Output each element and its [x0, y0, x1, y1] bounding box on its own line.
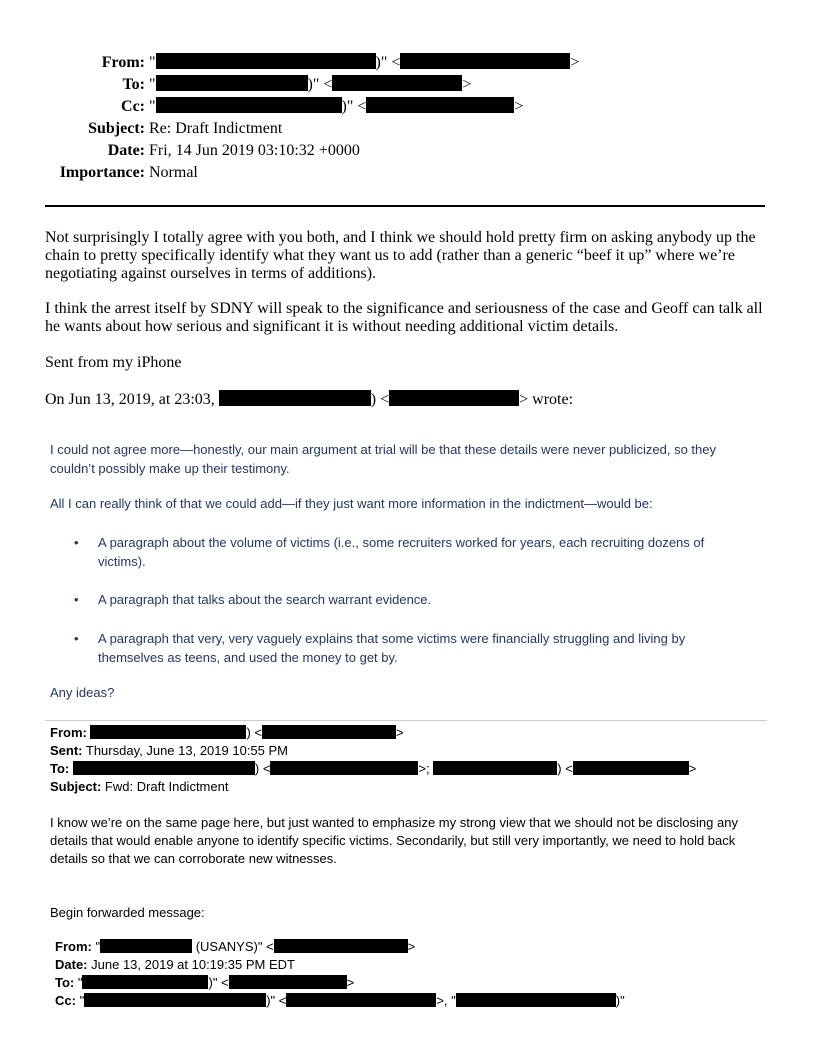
forward2-date-value: June 13, 2019 at 10:19:35 PM EDT: [91, 957, 295, 972]
forward1-subject-row: [50, 778, 696, 796]
bullet-icon: •: [74, 631, 79, 646]
header-to-row: [40, 74, 579, 96]
forward1-subject-label: Subject:: [50, 779, 102, 794]
bullet-text: A paragraph about the volume of victims (i.e., some recruiters worked for years, each recruiting dozens of victims).: [98, 535, 705, 569]
quoted-paragraph-2: All I can really think of that we could add—if they just want more information in the indictment—would be:: [50, 496, 653, 511]
subject-value: Re: Draft Indictment: [149, 120, 283, 137]
redaction: [433, 761, 557, 775]
cc-label: Cc:: [121, 98, 145, 115]
reply-signature: Sent from my iPhone: [45, 354, 182, 371]
quote-suffix: wrote:: [532, 391, 574, 408]
bullet-icon: •: [74, 592, 79, 607]
header-cc-row: [40, 96, 579, 118]
forward2-from-org: (USANYS): [195, 939, 258, 954]
forward2-from-row: From: " (USANYS)" < >: [55, 939, 416, 954]
to-label: To:: [122, 76, 145, 93]
forward2-cc-label: Cc:: [55, 993, 76, 1008]
header-subject-row: [40, 118, 579, 140]
begin-forwarded-label: Begin forwarded message:: [50, 905, 205, 920]
bullet-icon: •: [74, 535, 79, 550]
redaction: [270, 761, 418, 775]
bullet-text: A paragraph that very, very vaguely explains that some victims were financially struggling and living by themselves as teens, and used the money to get by.: [98, 631, 686, 665]
forward1-from-label: From:: [50, 725, 87, 740]
forward2-to-label: To:: [55, 975, 75, 990]
forward1-subject-value: Fwd: Draft Indictment: [104, 779, 229, 794]
redaction: [274, 939, 408, 953]
header-importance-row: [40, 162, 579, 184]
reply-paragraph-2: I think the arrest itself by SDNY will speak to the significance and seriousness of the case and Geoff can talk all he wants about how serious and significant it is without needing additional victim details.: [45, 300, 763, 335]
redaction: [286, 993, 436, 1007]
reply-paragraph-1: Not surprisingly I totally agree with you both, and I think we should hold pretty firm on asking anybody up the chain to pretty specifically identify what they want us to add (rather than a generic “beef it up” where we’re negotiating against ourselves in terms of additions).: [45, 229, 756, 282]
forward2-cc-row: Cc: " )" < >, " )": [55, 993, 625, 1008]
redaction: [100, 939, 192, 953]
redaction: [229, 975, 347, 989]
forward1-header: [50, 724, 696, 796]
to-value: " )" < >: [149, 76, 472, 93]
redaction: [573, 761, 689, 775]
forward2-to-row: To: " )" < >: [55, 975, 355, 990]
importance-value: Normal: [149, 164, 198, 181]
redaction: [456, 993, 616, 1007]
subject-label: Subject:: [88, 120, 145, 137]
forward1-to-row: To: ) < >; ) < >: [50, 761, 697, 776]
quote-attribution: On Jun 13, 2019, at 23:03, ) < > wrote:: [45, 391, 574, 408]
redaction: [90, 725, 246, 739]
redaction: [156, 97, 342, 113]
forward1-body: I know we’re on the same page here, but just wanted to emphasize my strong view that we should not be disclosing any details that would enable anyone to identify specific victims. Secondarily, but still very importantly, we need to hold back details so that we can corroborate new witnesses.: [50, 815, 738, 866]
quote-divider: [45, 720, 767, 721]
forward1-sent-value: Thursday, June 13, 2019 10:55 PM: [85, 743, 288, 758]
forward1-sent-label: Sent:: [50, 743, 83, 758]
cc-value: " )" < >: [149, 98, 524, 115]
email-header: [40, 52, 579, 184]
redaction: [156, 75, 308, 91]
date-value: Fri, 14 Jun 2019 03:10:32 +0000: [149, 142, 360, 159]
quoted-closing: Any ideas?: [50, 685, 115, 700]
forward1-sent-row: [50, 742, 696, 760]
forward2-date-row: [55, 956, 625, 974]
forward2-from-label: From:: [55, 939, 92, 954]
forward1-from-row: From: ) < >: [50, 725, 404, 740]
redaction: [389, 390, 519, 406]
forward2-header: [55, 938, 625, 1010]
header-divider: [45, 205, 765, 207]
redaction: [400, 53, 570, 69]
importance-label: Importance:: [59, 164, 145, 181]
bullet-text: A paragraph that talks about the search warrant evidence.: [98, 592, 432, 607]
redaction: [82, 975, 208, 989]
forward1-to-label: To:: [50, 761, 70, 776]
redaction: [73, 761, 255, 775]
redaction: [366, 97, 514, 113]
from-value: " )" < >: [149, 54, 580, 71]
header-from-row: [40, 52, 579, 74]
quote-prefix: On Jun 13, 2019, at 23:03,: [45, 391, 215, 408]
forward2-date-label: Date:: [55, 957, 88, 972]
redaction: [332, 75, 462, 91]
redaction: [219, 390, 371, 406]
redaction: [156, 53, 376, 69]
quoted-paragraph-1: I could not agree more—honestly, our main argument at trial will be that these details were never publicized, so they couldn’t possibly make up their testimony.: [50, 442, 716, 476]
redaction: [262, 725, 396, 739]
header-date-row: [40, 140, 579, 162]
date-label: Date:: [107, 142, 145, 159]
redaction: [84, 993, 266, 1007]
from-label: From:: [101, 54, 145, 71]
